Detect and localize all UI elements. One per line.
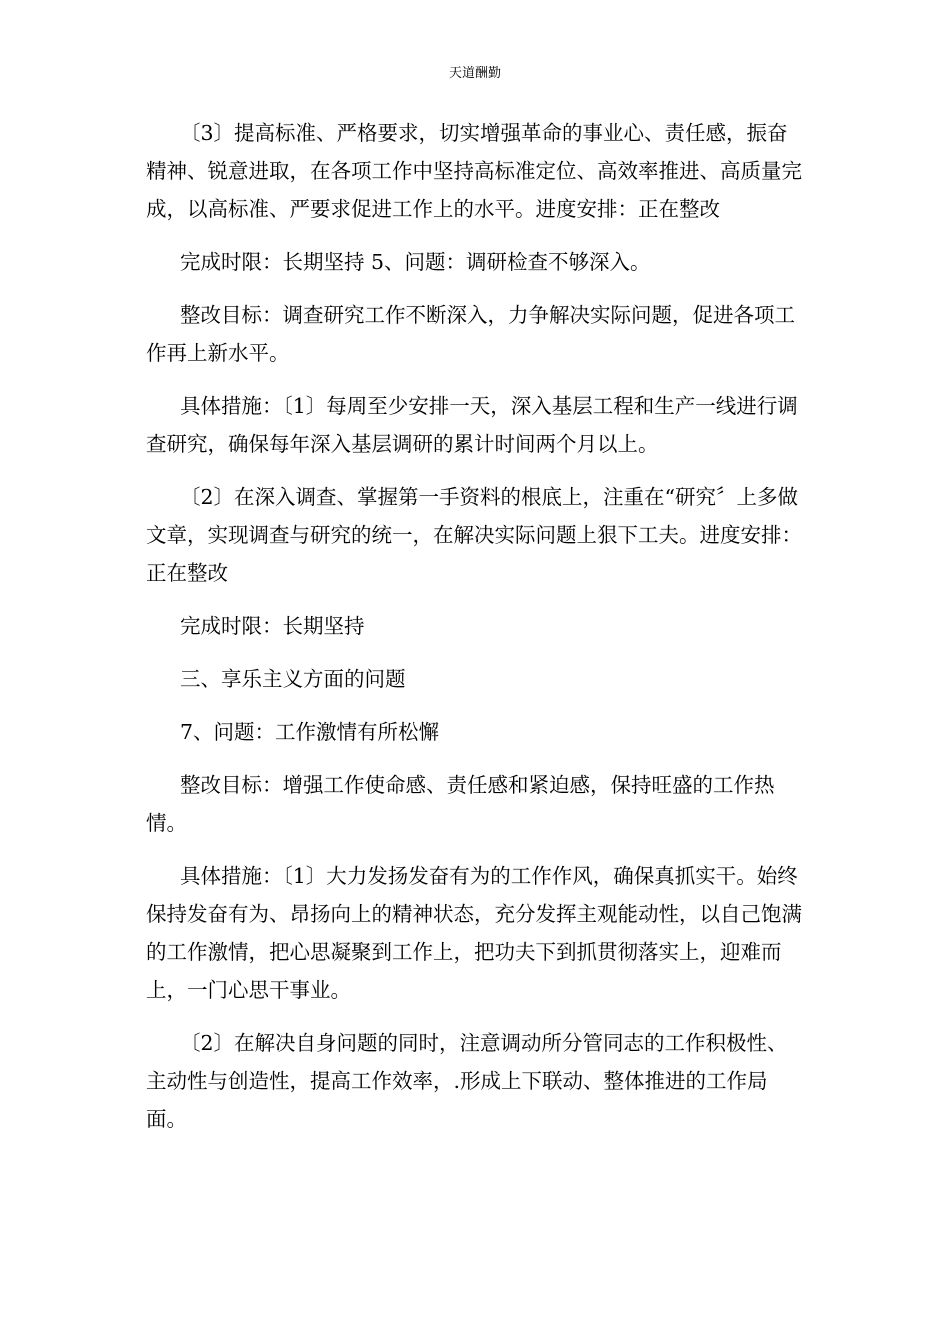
page-header: 天道酬勤	[448, 66, 501, 81]
paragraph-measures-5-2: 〔2〕在深入调查、掌握第一手资料的根底上，注重在“研究〞上多做文章，实现调查与研究的统一，在解决实际问题上狠下工夫。进度安排：正在整改	[146, 485, 802, 585]
paragraph-measures-5-1: 具体措施：〔1〕每周至少安排一天，深入基层工程和生产一线进行调查研究，确保每年深入基层调研的累计时间两个月以上。	[146, 394, 798, 456]
paragraph-goal-5: 整改目标：调查研究工作不断深入，力争解决实际问题，促进各项工作再上新水平。	[146, 303, 795, 365]
paragraph-issue-7: 7、问题：工作激情有所松懈	[180, 720, 440, 744]
paragraph-measures-7-2: 〔2〕在解决自身问题的同时，注意调动所分管同志的工作积极性、主动性与创造性，提高工作效率，.形成上下联动、整体推进的工作局面。	[146, 1031, 788, 1131]
paragraph-goal-7: 整改目标：增强工作使命感、责任感和紧迫感，保持旺盛的工作热情。	[146, 773, 775, 835]
paragraph-deadline-5: 完成时限：长期坚持	[180, 614, 365, 638]
document-body	[146, 114, 806, 1153]
paragraph-measures-7-1: 具体措施：〔1〕大力发扬发奋有为的工作作风，确保真抓实干。始终保持发奋有为、昂扬向上的精神状态，充分发挥主观能动性，以自己饱满的工作激情，把心思凝聚到工作上，把功夫下到抓贯彻落实上，迎难而上，一门心思干事业。	[146, 864, 802, 1002]
paragraph-measure-3: 〔3〕提高标准、严格要求，切实增强革命的事业心、责任感，振奋精神、锐意进取，在各项工作中坚持高标准定位、高效率推进、高质量完成，以高标准、严要求促进工作上的水平。进度安排：正在整改	[146, 121, 802, 221]
paragraph-deadline-issue-5: 完成时限：长期坚持 5、问题：调研检查不够深入。	[180, 250, 651, 274]
section-heading-3: 三、享乐主义方面的问题	[180, 667, 406, 691]
